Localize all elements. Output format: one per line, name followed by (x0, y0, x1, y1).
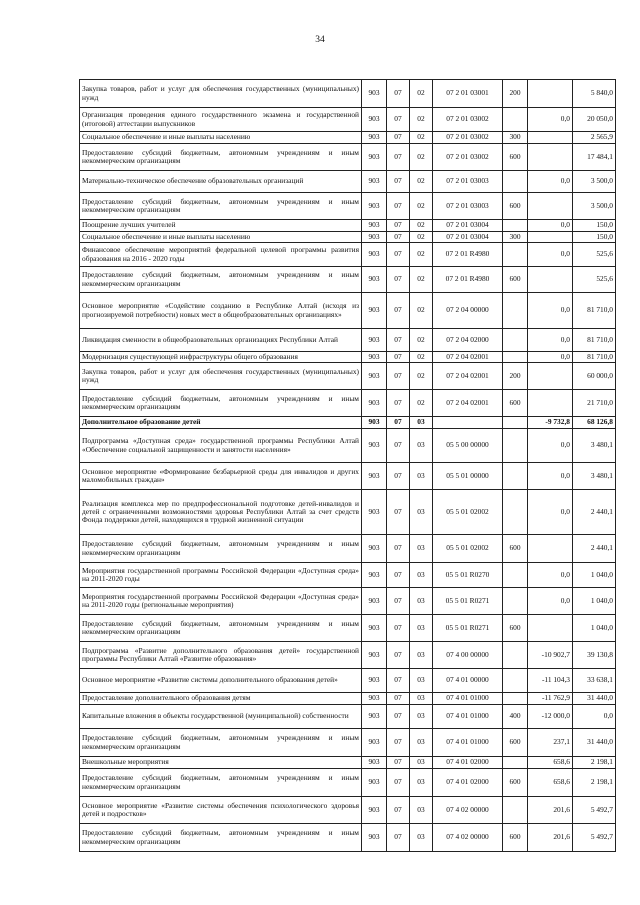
row-total-amount-cell: 81 710,0 (573, 329, 616, 352)
row-change-amount-cell: 0,0 (528, 220, 573, 232)
row-subsection-cell: 03 (410, 705, 433, 729)
row-change-amount-cell: 658,6 (528, 769, 573, 797)
row-total-amount-cell: 5 840,0 (573, 80, 616, 108)
row-name-cell: Социальное обеспечение и иные выплаты населению (80, 232, 362, 243)
table-row (80, 757, 616, 769)
row-expense-type-cell (503, 669, 528, 693)
row-total-amount-cell: 0,0 (573, 705, 616, 729)
row-expense-type-cell: 600 (503, 615, 528, 642)
row-change-amount-cell: 0,0 (528, 352, 573, 363)
row-total-amount-cell: 81 710,0 (573, 352, 616, 363)
row-change-amount-cell: -11 104,3 (528, 669, 573, 693)
row-section-cell: 07 (387, 535, 410, 563)
row-target-article-cell: 05 5 01 02002 (433, 535, 503, 563)
table-row (80, 642, 616, 669)
row-total-amount-cell: 3 500,0 (573, 193, 616, 220)
row-total-amount-cell: 1 040,0 (573, 563, 616, 588)
row-subsection-cell: 03 (410, 757, 433, 769)
row-change-amount-cell (528, 132, 573, 144)
row-change-amount-cell: 0,0 (528, 329, 573, 352)
row-section-cell: 07 (387, 490, 410, 535)
row-change-amount-cell: 0,0 (528, 588, 573, 615)
row-expense-type-cell: 600 (503, 144, 528, 171)
row-expense-type-cell (503, 220, 528, 232)
row-admin-code-cell: 903 (362, 232, 387, 243)
row-change-amount-cell (528, 615, 573, 642)
row-name-cell: Подпрограмма «Развитие дополнительного образования детей» государственной программы Республики Алтай «Развитие образования» (80, 642, 362, 669)
row-target-article-cell: 05 5 00 00000 (433, 429, 503, 463)
row-target-article-cell: 07 4 01 00000 (433, 669, 503, 693)
row-total-amount-cell: 2 440,1 (573, 535, 616, 563)
row-admin-code-cell: 903 (362, 108, 387, 132)
row-target-article-cell: 07 4 02 00000 (433, 824, 503, 852)
row-change-amount-cell: 0,0 (528, 293, 573, 329)
row-total-amount-cell: 68 126,8 (573, 417, 616, 429)
table-row (80, 615, 616, 642)
row-name-cell: Материально-техническое обеспечение образовательных организаций (80, 171, 362, 193)
row-expense-type-cell (503, 693, 528, 705)
row-section-cell: 07 (387, 429, 410, 463)
row-name-cell: Ликвидация сменности в общеобразовательных организациях Республики Алтай (80, 329, 362, 352)
row-total-amount-cell: 60 000,0 (573, 363, 616, 390)
row-target-article-cell: 07 4 02 00000 (433, 797, 503, 824)
row-change-amount-cell (528, 363, 573, 390)
row-target-article-cell: 07 4 01 01000 (433, 705, 503, 729)
table-row (80, 171, 616, 193)
row-admin-code-cell: 903 (362, 563, 387, 588)
row-subsection-cell: 02 (410, 267, 433, 293)
table-row (80, 390, 616, 417)
row-admin-code-cell: 903 (362, 693, 387, 705)
table-row (80, 329, 616, 352)
row-section-cell: 07 (387, 642, 410, 669)
row-admin-code-cell: 903 (362, 769, 387, 797)
row-section-cell: 07 (387, 329, 410, 352)
row-total-amount-cell: 150,0 (573, 220, 616, 232)
row-admin-code-cell: 903 (362, 490, 387, 535)
row-change-amount-cell: -10 902,7 (528, 642, 573, 669)
row-name-cell: Предоставление субсидий бюджетным, автономным учреждениям и иным некоммерческим организациям (80, 144, 362, 171)
row-name-cell: Основное мероприятие «Содействие созданию в Республике Алтай (исходя из прогнозируемой потребности) новых мест в общеобразовательных организациях» (80, 293, 362, 329)
row-subsection-cell: 03 (410, 417, 433, 429)
row-target-article-cell: 07 2 01 03002 (433, 144, 503, 171)
row-expense-type-cell (503, 563, 528, 588)
table-row (80, 429, 616, 463)
row-admin-code-cell: 903 (362, 535, 387, 563)
row-target-article-cell: 05 5 01 R0271 (433, 588, 503, 615)
row-target-article-cell: 07 2 01 03001 (433, 80, 503, 108)
row-admin-code-cell: 903 (362, 797, 387, 824)
table-row (80, 80, 616, 108)
row-section-cell: 07 (387, 669, 410, 693)
table-row (80, 267, 616, 293)
row-expense-type-cell (503, 108, 528, 132)
row-total-amount-cell: 33 638,1 (573, 669, 616, 693)
row-name-cell: Капитальные вложения в объекты государственной (муниципальной) собственности (80, 705, 362, 729)
table-row (80, 132, 616, 144)
row-expense-type-cell: 600 (503, 729, 528, 757)
row-expense-type-cell (503, 642, 528, 669)
table-row (80, 769, 616, 797)
row-subsection-cell: 03 (410, 615, 433, 642)
row-subsection-cell: 03 (410, 588, 433, 615)
row-subsection-cell: 03 (410, 463, 433, 490)
row-change-amount-cell: 201,6 (528, 824, 573, 852)
row-section-cell: 07 (387, 363, 410, 390)
table-row (80, 352, 616, 363)
table-row (80, 232, 616, 243)
row-section-cell: 07 (387, 171, 410, 193)
row-subsection-cell: 02 (410, 144, 433, 171)
row-admin-code-cell: 903 (362, 171, 387, 193)
row-subsection-cell: 02 (410, 363, 433, 390)
row-target-article-cell: 07 2 01 03004 (433, 232, 503, 243)
row-total-amount-cell: 3 500,0 (573, 171, 616, 193)
row-name-cell: Социальное обеспечение и иные выплаты населению (80, 132, 362, 144)
row-change-amount-cell (528, 144, 573, 171)
table-row (80, 193, 616, 220)
row-section-cell: 07 (387, 243, 410, 267)
row-expense-type-cell: 600 (503, 535, 528, 563)
row-admin-code-cell: 903 (362, 390, 387, 417)
row-admin-code-cell: 903 (362, 144, 387, 171)
row-name-cell: Финансовое обеспечение мероприятий федеральной целевой программы развития образования на 2016 - 2020 годы (80, 243, 362, 267)
row-total-amount-cell: 31 440,0 (573, 729, 616, 757)
row-total-amount-cell: 81 710,0 (573, 293, 616, 329)
row-subsection-cell: 03 (410, 669, 433, 693)
row-target-article-cell: 07 4 00 00000 (433, 642, 503, 669)
row-change-amount-cell (528, 80, 573, 108)
row-subsection-cell: 02 (410, 132, 433, 144)
table-row (80, 220, 616, 232)
row-subsection-cell: 02 (410, 220, 433, 232)
row-expense-type-cell (503, 757, 528, 769)
row-section-cell: 07 (387, 824, 410, 852)
row-subsection-cell: 03 (410, 563, 433, 588)
row-total-amount-cell: 2 198,1 (573, 769, 616, 797)
row-expense-type-cell (503, 797, 528, 824)
row-total-amount-cell: 5 492,7 (573, 824, 616, 852)
row-target-article-cell: 07 2 01 03002 (433, 132, 503, 144)
row-section-cell: 07 (387, 144, 410, 171)
row-name-cell: Модернизация существующей инфраструктуры общего образования (80, 352, 362, 363)
row-change-amount-cell: 0,0 (528, 463, 573, 490)
row-subsection-cell: 02 (410, 80, 433, 108)
table-row (80, 535, 616, 563)
row-expense-type-cell (503, 463, 528, 490)
row-section-cell: 07 (387, 293, 410, 329)
row-name-cell: Предоставление субсидий бюджетным, автономным учреждениям и иным некоммерческим организациям (80, 267, 362, 293)
row-section-cell: 07 (387, 615, 410, 642)
row-subsection-cell: 03 (410, 642, 433, 669)
row-change-amount-cell (528, 535, 573, 563)
row-name-cell: Мероприятия государственной программы Российской Федерации «Доступная среда» на 2011-2020 годы (80, 563, 362, 588)
row-admin-code-cell: 903 (362, 417, 387, 429)
row-target-article-cell: 05 5 01 00000 (433, 463, 503, 490)
row-section-cell: 07 (387, 108, 410, 132)
row-section-cell: 07 (387, 417, 410, 429)
row-section-cell: 07 (387, 705, 410, 729)
row-target-article-cell: 05 5 01 02002 (433, 490, 503, 535)
row-subsection-cell: 02 (410, 329, 433, 352)
row-change-amount-cell: 0,0 (528, 490, 573, 535)
row-name-cell: Предоставление дополнительного образования детям (80, 693, 362, 705)
row-name-cell: Внешкольные мероприятия (80, 757, 362, 769)
row-change-amount-cell: -12 000,0 (528, 705, 573, 729)
row-total-amount-cell: 2 565,9 (573, 132, 616, 144)
row-expense-type-cell (503, 329, 528, 352)
table-row (80, 490, 616, 535)
row-change-amount-cell: -9 732,8 (528, 417, 573, 429)
row-expense-type-cell (503, 490, 528, 535)
row-expense-type-cell: 600 (503, 824, 528, 852)
row-subsection-cell: 03 (410, 797, 433, 824)
row-target-article-cell: 07 2 04 02001 (433, 390, 503, 417)
row-expense-type-cell (503, 429, 528, 463)
row-total-amount-cell: 150,0 (573, 232, 616, 243)
row-name-cell: Предоставление субсидий бюджетным, автономным учреждениям и иным некоммерческим организациям (80, 824, 362, 852)
row-section-cell: 07 (387, 729, 410, 757)
row-name-cell: Организация проведения единого государственного экзамена и государственной (итоговой) аттестации выпускников (80, 108, 362, 132)
row-name-cell: Основное мероприятие «Развитие системы обеспечения психологического здоровья детей и подростков» (80, 797, 362, 824)
row-admin-code-cell: 903 (362, 642, 387, 669)
row-expense-type-cell (503, 417, 528, 429)
row-admin-code-cell: 903 (362, 220, 387, 232)
row-target-article-cell: 07 2 04 02000 (433, 329, 503, 352)
row-admin-code-cell: 903 (362, 669, 387, 693)
row-expense-type-cell: 600 (503, 267, 528, 293)
row-total-amount-cell: 17 484,1 (573, 144, 616, 171)
row-subsection-cell: 03 (410, 535, 433, 563)
row-expense-type-cell: 600 (503, 390, 528, 417)
row-total-amount-cell: 525,6 (573, 267, 616, 293)
row-target-article-cell: 07 4 01 01000 (433, 693, 503, 705)
row-change-amount-cell: 0,0 (528, 563, 573, 588)
table-row (80, 417, 616, 429)
row-expense-type-cell: 300 (503, 132, 528, 144)
table-row (80, 563, 616, 588)
row-name-cell: Предоставление субсидий бюджетным, автономным учреждениям и иным некоммерческим организациям (80, 729, 362, 757)
row-target-article-cell: 07 2 04 00000 (433, 293, 503, 329)
row-subsection-cell: 03 (410, 729, 433, 757)
row-section-cell: 07 (387, 797, 410, 824)
row-admin-code-cell: 903 (362, 80, 387, 108)
row-expense-type-cell: 300 (503, 232, 528, 243)
row-admin-code-cell: 903 (362, 293, 387, 329)
row-admin-code-cell: 903 (362, 132, 387, 144)
table-row (80, 293, 616, 329)
row-target-article-cell: 07 2 01 R4980 (433, 243, 503, 267)
row-subsection-cell: 02 (410, 108, 433, 132)
row-subsection-cell: 03 (410, 824, 433, 852)
row-target-article-cell: 07 2 04 02001 (433, 363, 503, 390)
table-row (80, 243, 616, 267)
row-name-cell: Предоставление субсидий бюджетным, автономным учреждениям и иным некоммерческим организациям (80, 535, 362, 563)
row-admin-code-cell: 903 (362, 193, 387, 220)
row-expense-type-cell: 600 (503, 193, 528, 220)
row-subsection-cell: 03 (410, 490, 433, 535)
row-expense-type-cell: 400 (503, 705, 528, 729)
row-subsection-cell: 02 (410, 232, 433, 243)
row-admin-code-cell: 903 (362, 824, 387, 852)
row-section-cell: 07 (387, 588, 410, 615)
row-section-cell: 07 (387, 132, 410, 144)
row-subsection-cell: 02 (410, 193, 433, 220)
row-subsection-cell: 02 (410, 243, 433, 267)
row-admin-code-cell: 903 (362, 588, 387, 615)
row-admin-code-cell: 903 (362, 267, 387, 293)
row-target-article-cell: 07 2 01 03002 (433, 108, 503, 132)
row-change-amount-cell: 0,0 (528, 108, 573, 132)
row-change-amount-cell: 237,1 (528, 729, 573, 757)
row-total-amount-cell: 39 130,8 (573, 642, 616, 669)
row-total-amount-cell: 2 440,1 (573, 490, 616, 535)
row-section-cell: 07 (387, 352, 410, 363)
row-name-cell: Основное мероприятие «Развитие системы дополнительного образования детей» (80, 669, 362, 693)
row-target-article-cell: 07 2 04 02001 (433, 352, 503, 363)
row-change-amount-cell: 201,6 (528, 797, 573, 824)
row-target-article-cell (433, 417, 503, 429)
table-row (80, 693, 616, 705)
budget-table-body (80, 80, 616, 852)
row-name-cell: Дополнительное образование детей (80, 417, 362, 429)
row-subsection-cell: 03 (410, 693, 433, 705)
row-section-cell: 07 (387, 769, 410, 797)
row-target-article-cell: 07 2 01 R4980 (433, 267, 503, 293)
row-total-amount-cell: 1 040,0 (573, 615, 616, 642)
row-section-cell: 07 (387, 232, 410, 243)
row-total-amount-cell: 2 198,1 (573, 757, 616, 769)
table-row (80, 108, 616, 132)
row-admin-code-cell: 903 (362, 429, 387, 463)
row-change-amount-cell: -11 762,9 (528, 693, 573, 705)
row-subsection-cell: 02 (410, 171, 433, 193)
row-name-cell: Реализация комплекса мер по предпрофессиональной подготовке детей-инвалидов и детей с ограниченными возможностями здоровья Республики Алтай за счет средств Фонда поддержки детей, находящихся в трудной жизненной ситуации (80, 490, 362, 535)
table-row (80, 824, 616, 852)
row-admin-code-cell: 903 (362, 615, 387, 642)
table-row (80, 669, 616, 693)
row-total-amount-cell: 3 480,1 (573, 463, 616, 490)
table-row (80, 588, 616, 615)
row-change-amount-cell (528, 232, 573, 243)
row-change-amount-cell (528, 267, 573, 293)
row-subsection-cell: 02 (410, 352, 433, 363)
row-change-amount-cell (528, 390, 573, 417)
row-target-article-cell: 07 4 01 01000 (433, 729, 503, 757)
row-admin-code-cell: 903 (362, 463, 387, 490)
row-change-amount-cell (528, 193, 573, 220)
row-target-article-cell: 07 2 01 03004 (433, 220, 503, 232)
row-total-amount-cell: 21 710,0 (573, 390, 616, 417)
row-admin-code-cell: 903 (362, 352, 387, 363)
row-admin-code-cell: 903 (362, 363, 387, 390)
row-section-cell: 07 (387, 267, 410, 293)
row-total-amount-cell: 20 050,0 (573, 108, 616, 132)
table-row (80, 463, 616, 490)
row-expense-type-cell: 600 (503, 769, 528, 797)
row-name-cell: Мероприятия государственной программы Российской Федерации «Доступная среда» на 2011-2020 годы (региональные мероприятия) (80, 588, 362, 615)
row-expense-type-cell (503, 352, 528, 363)
row-section-cell: 07 (387, 757, 410, 769)
row-change-amount-cell: 0,0 (528, 429, 573, 463)
row-target-article-cell: 07 4 01 02000 (433, 769, 503, 797)
row-name-cell: Предоставление субсидий бюджетным, автономным учреждениям и иным некоммерческим организациям (80, 390, 362, 417)
table-row (80, 705, 616, 729)
budget-table (79, 79, 616, 852)
row-total-amount-cell: 525,6 (573, 243, 616, 267)
row-target-article-cell: 07 2 01 03003 (433, 193, 503, 220)
row-name-cell: Закупка товаров, работ и услуг для обеспечения государственных (муниципальных) нужд (80, 363, 362, 390)
row-expense-type-cell (503, 588, 528, 615)
row-section-cell: 07 (387, 193, 410, 220)
row-target-article-cell: 07 2 01 03003 (433, 171, 503, 193)
row-admin-code-cell: 903 (362, 705, 387, 729)
row-total-amount-cell: 1 040,0 (573, 588, 616, 615)
row-admin-code-cell: 903 (362, 243, 387, 267)
row-change-amount-cell: 658,6 (528, 757, 573, 769)
row-name-cell: Основное мероприятие «Формирование безбарьерной среды для инвалидов и других маломобильных граждан» (80, 463, 362, 490)
row-subsection-cell: 03 (410, 429, 433, 463)
row-name-cell: Подпрограмма «Доступная среда» государственной программы Республики Алтай «Обеспечение социальной защищенности и занятости населения» (80, 429, 362, 463)
row-change-amount-cell: 0,0 (528, 243, 573, 267)
row-expense-type-cell: 200 (503, 80, 528, 108)
row-expense-type-cell: 200 (503, 363, 528, 390)
row-name-cell: Предоставление субсидий бюджетным, автономным учреждениям и иным некоммерческим организациям (80, 615, 362, 642)
row-change-amount-cell: 0,0 (528, 171, 573, 193)
row-section-cell: 07 (387, 463, 410, 490)
row-subsection-cell: 02 (410, 293, 433, 329)
table-row (80, 729, 616, 757)
row-target-article-cell: 05 5 01 R0271 (433, 615, 503, 642)
row-expense-type-cell (503, 293, 528, 329)
table-row (80, 144, 616, 171)
row-subsection-cell: 03 (410, 769, 433, 797)
row-section-cell: 07 (387, 220, 410, 232)
row-name-cell: Закупка товаров, работ и услуг для обеспечения государственных (муниципальных) нужд (80, 80, 362, 108)
row-target-article-cell: 07 4 01 02000 (433, 757, 503, 769)
row-section-cell: 07 (387, 693, 410, 705)
row-section-cell: 07 (387, 80, 410, 108)
row-admin-code-cell: 903 (362, 729, 387, 757)
row-section-cell: 07 (387, 563, 410, 588)
row-section-cell: 07 (387, 390, 410, 417)
table-row (80, 797, 616, 824)
page-number: 34 (315, 35, 325, 45)
row-total-amount-cell: 31 440,0 (573, 693, 616, 705)
row-name-cell: Предоставление субсидий бюджетным, автономным учреждениям и иным некоммерческим организациям (80, 193, 362, 220)
table-row (80, 363, 616, 390)
row-subsection-cell: 02 (410, 390, 433, 417)
row-expense-type-cell (503, 171, 528, 193)
row-admin-code-cell: 903 (362, 757, 387, 769)
row-total-amount-cell: 5 492,7 (573, 797, 616, 824)
row-target-article-cell: 05 5 01 R0270 (433, 563, 503, 588)
row-admin-code-cell: 903 (362, 329, 387, 352)
row-name-cell: Предоставление субсидий бюджетным, автономным учреждениям и иным некоммерческим организациям (80, 769, 362, 797)
row-total-amount-cell: 3 480,1 (573, 429, 616, 463)
row-expense-type-cell (503, 243, 528, 267)
row-name-cell: Поощрение лучших учителей (80, 220, 362, 232)
